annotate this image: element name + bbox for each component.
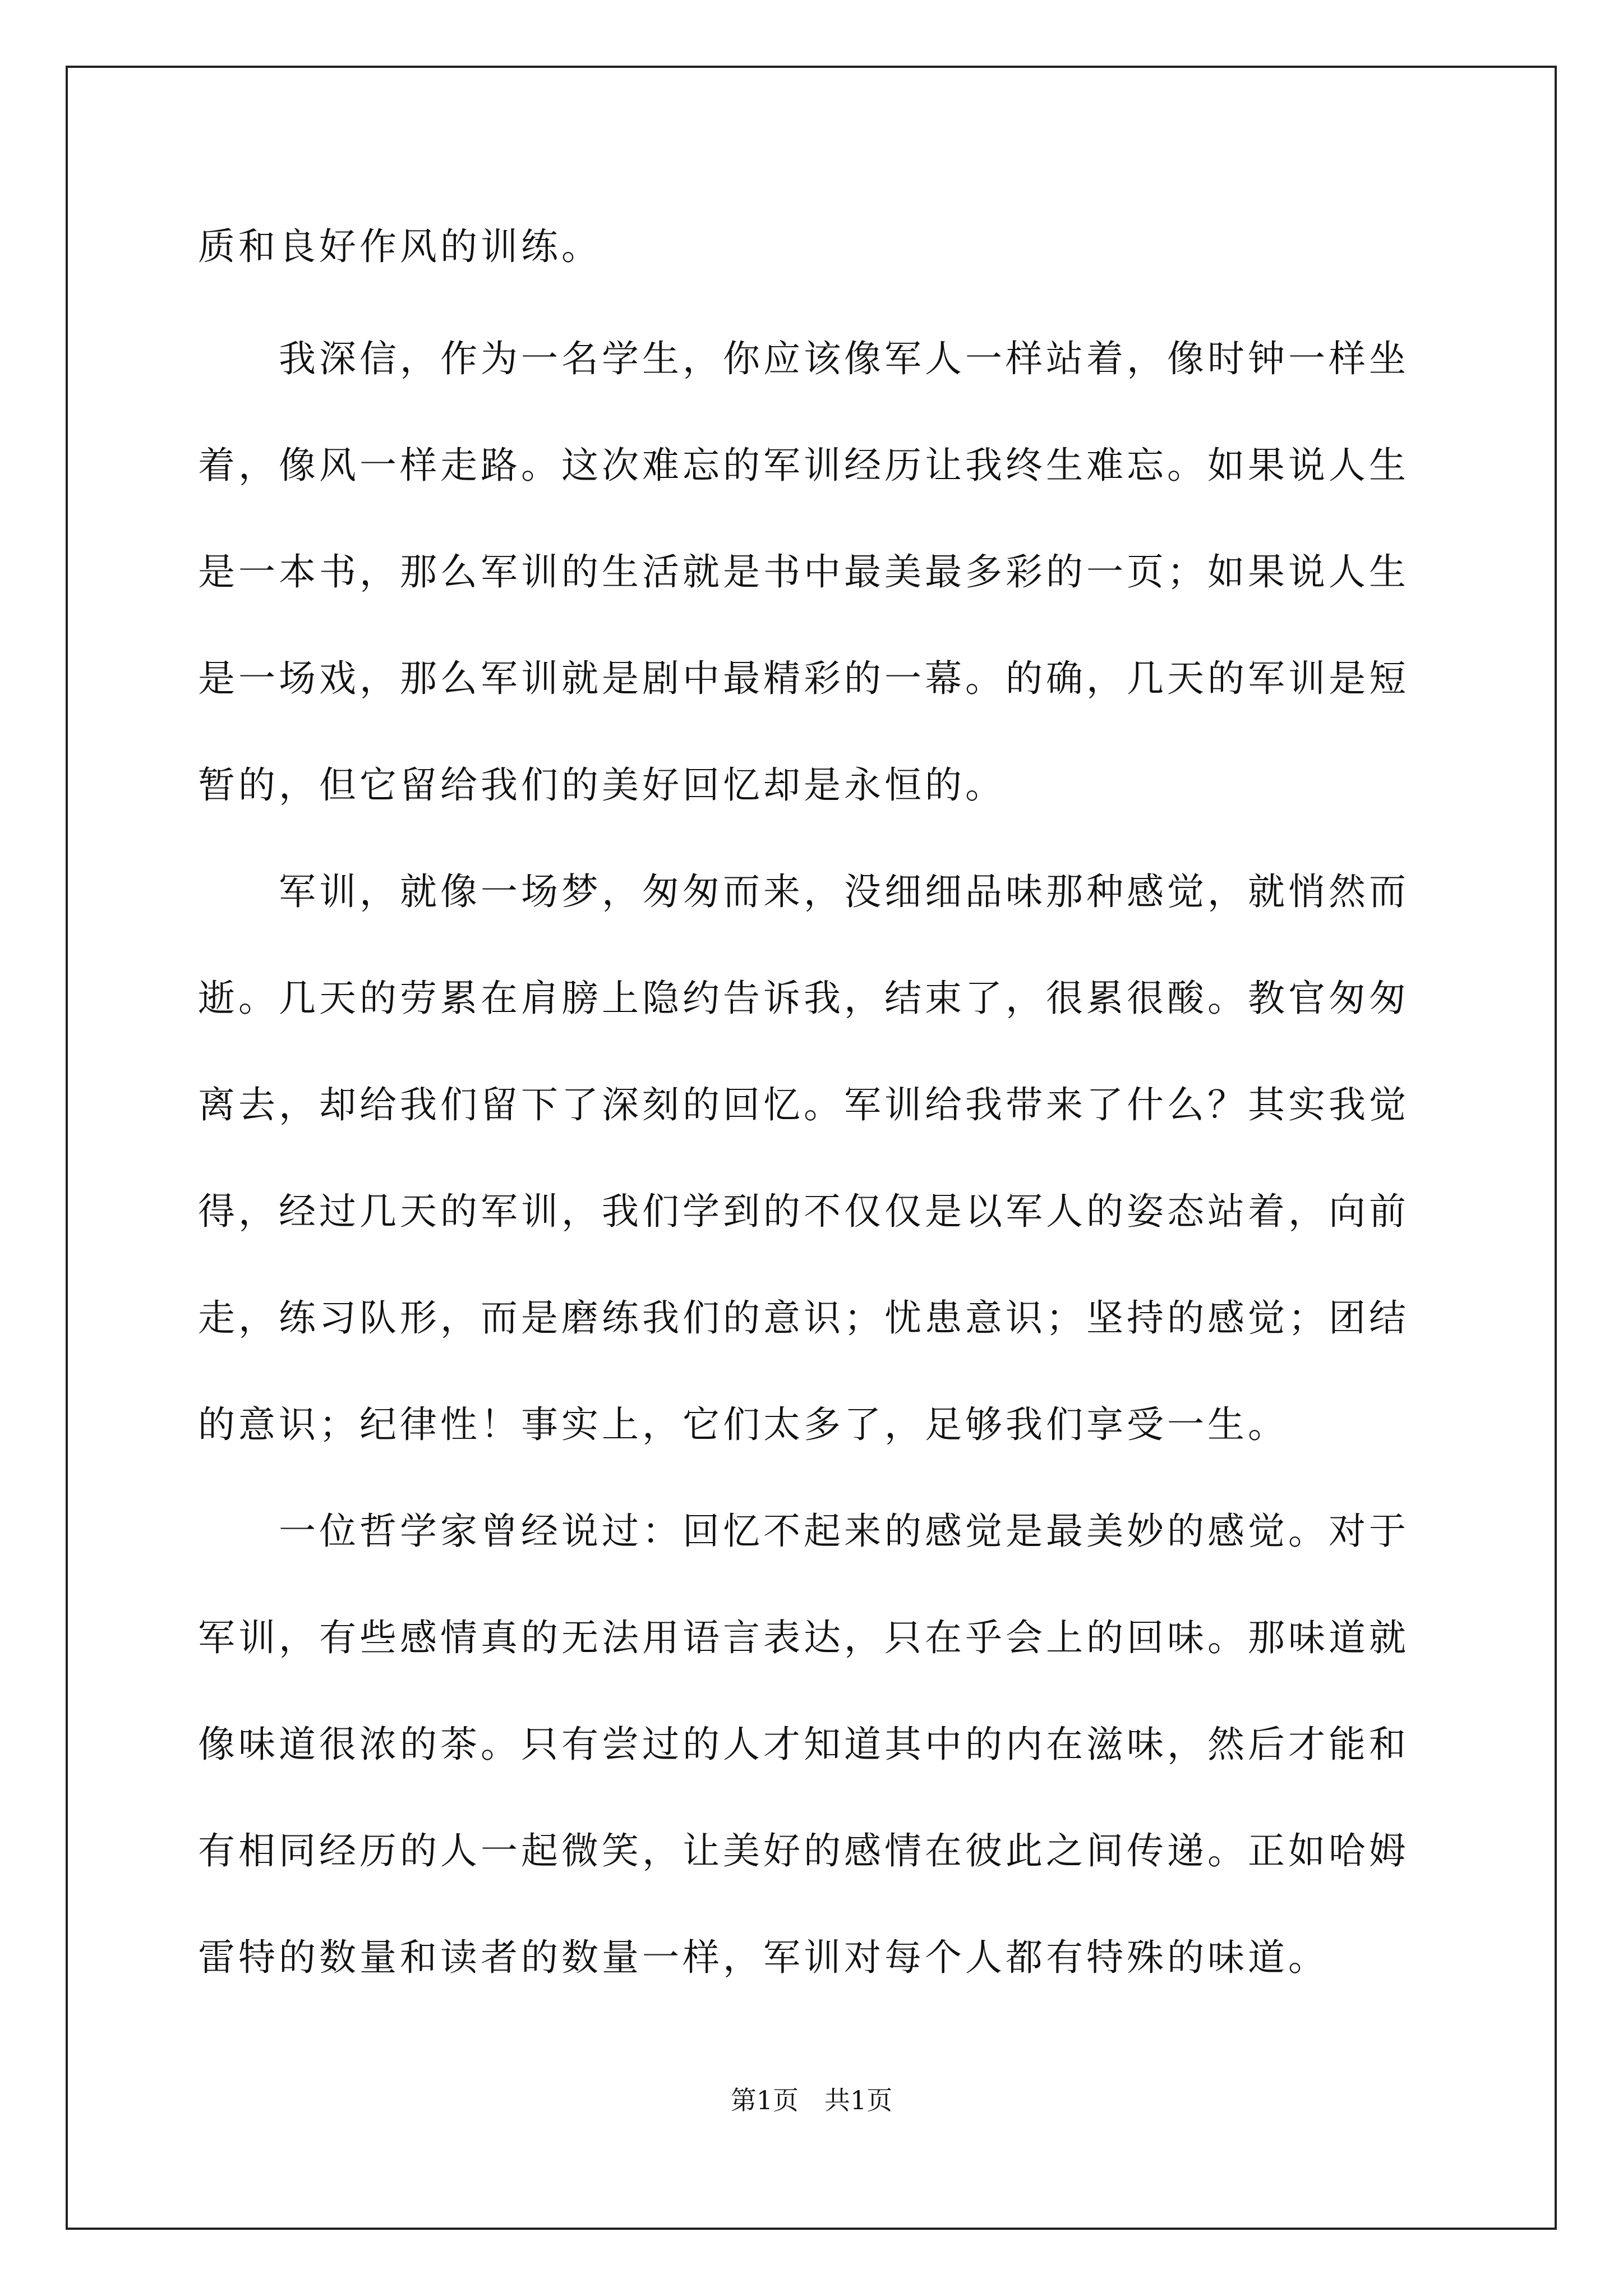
body-line-3: 着，像风一样走路。这次难忘的军训经历让我终生难忘。如果说人生 <box>198 444 1409 487</box>
page-footer: 第1页 共1页 <box>730 2085 893 2115</box>
body-line-7: 军训，就像一场梦，匆匆而来，没细细品味那种感觉，就悄然而 <box>279 870 1409 913</box>
body-line-12: 的意识；纪律性！事实上，它们太多了，足够我们享受一生。 <box>198 1403 1288 1446</box>
body-line-5: 是一场戏，那么军训就是剧中最精彩的一幕。的确，几天的军训是短 <box>198 657 1409 700</box>
body-line-16: 有相同经历的人一起微笑，让美好的感情在彼此之间传递。正如哈姆 <box>198 1829 1409 1872</box>
body-line-10: 得，经过几天的军训，我们学到的不仅仅是以军人的姿态站着，向前 <box>198 1190 1409 1233</box>
body-line-1: 质和良好作风的训练。 <box>198 225 602 268</box>
body-line-4: 是一本书，那么军训的生活就是书中最美最多彩的一页；如果说人生 <box>198 550 1409 593</box>
body-line-2: 我深信，作为一名学生，你应该像军人一样站着，像时钟一样坐 <box>279 337 1409 380</box>
body-line-8: 逝。几天的劳累在肩膀上隐约告诉我，结束了，很累很酸。教官匆匆 <box>198 977 1409 1020</box>
page-border <box>66 66 1557 2230</box>
body-line-6: 暂的，但它留给我们的美好回忆却是永恒的。 <box>198 763 1006 807</box>
body-line-14: 军训，有些感情真的无法用语言表达，只在乎会上的回味。那味道就 <box>198 1616 1409 1659</box>
body-line-17: 雷特的数量和读者的数量一样，军训对每个人都有特殊的味道。 <box>198 1936 1329 1979</box>
body-line-9: 离去，却给我们留下了深刻的回忆。军训给我带来了什么？其实我觉 <box>198 1083 1409 1126</box>
body-line-11: 走，练习队形，而是磨练我们的意识；忧患意识；坚持的感觉；团结 <box>198 1296 1409 1340</box>
body-line-13: 一位哲学家曾经说过：回忆不起来的感觉是最美妙的感觉。对于 <box>279 1510 1409 1553</box>
body-line-15: 像味道很浓的茶。只有尝过的人才知道其中的内在滋味，然后才能和 <box>198 1723 1409 1766</box>
